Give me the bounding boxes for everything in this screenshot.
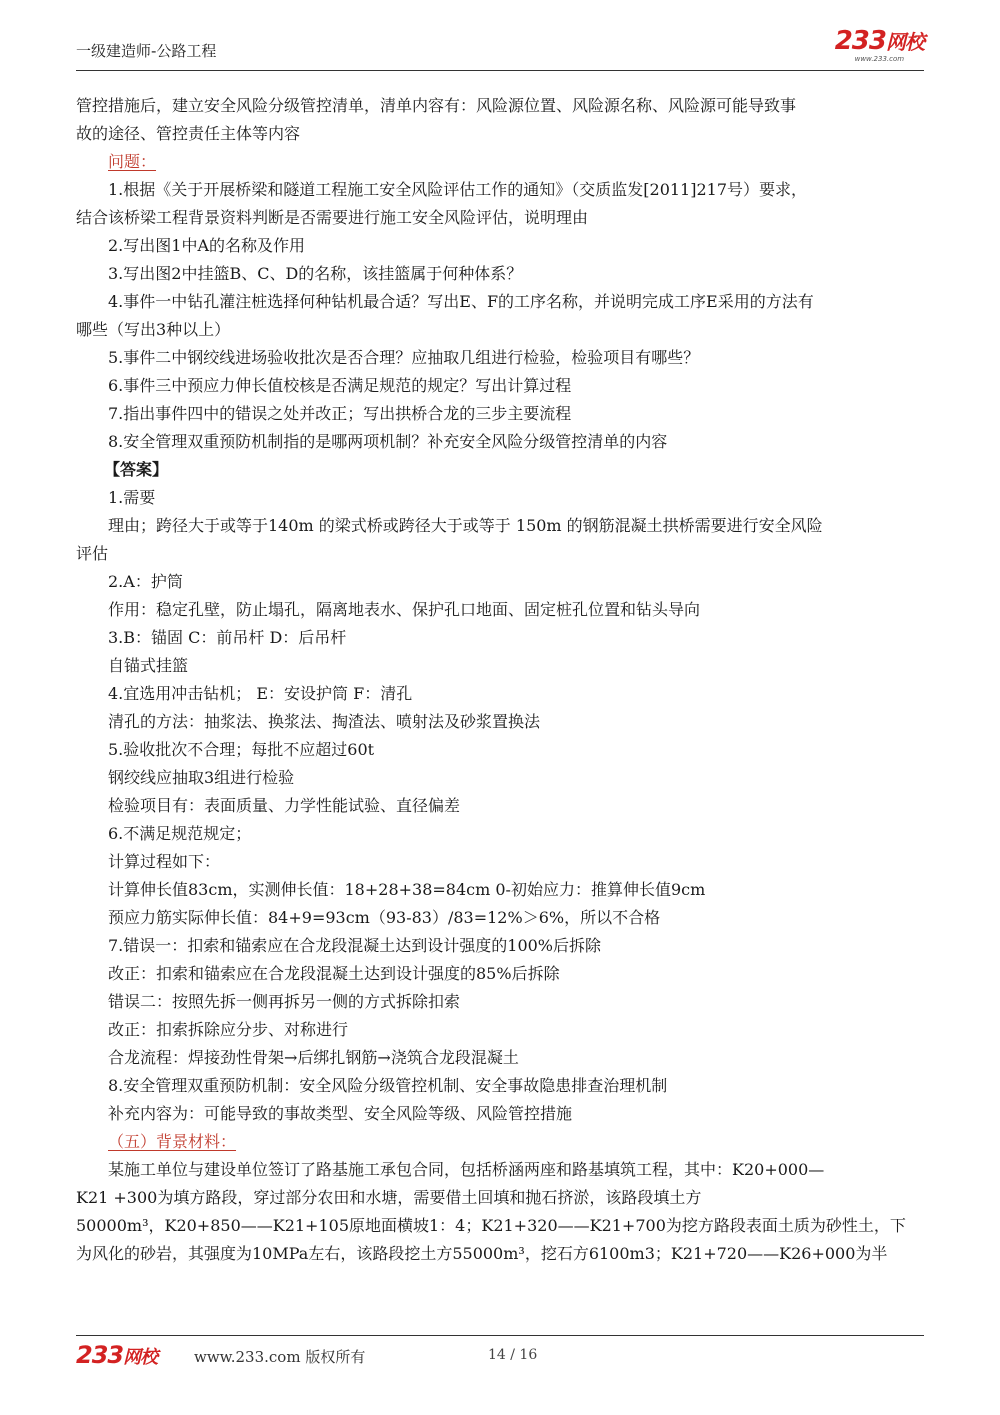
text-line: 管控措施后，建立安全风险分级管控清单，清单内容有：风险源位置、风险源名称、风险源可能导致事 bbox=[76, 96, 797, 115]
text-line: 8.安全管理双重预防机制指的是哪两项机制？补充安全风险分级管控清单的内容 bbox=[108, 432, 668, 451]
logo-number: 233 bbox=[834, 26, 886, 56]
text-line: 7.错误一：扣索和锚索应在合龙段混凝土达到设计强度的100%后拆除 bbox=[108, 936, 602, 955]
page-header bbox=[76, 26, 924, 70]
text-line: K21 +300为填方路段，穿过部分农田和水塘，需要借土回填和抛石挤淤，该路段填土方 bbox=[76, 1188, 702, 1207]
text-line: 结合该桥梁工程背景资料判断是否需要进行施工安全风险评估，说明理由 bbox=[76, 208, 589, 227]
header-title: 一级建造师-公路工程 bbox=[76, 42, 217, 60]
text-line: 合龙流程：焊接劲性骨架→后绑扎钢筋→浇筑合龙段混凝土 bbox=[108, 1048, 519, 1067]
footer-logo-text: 网校 bbox=[123, 1347, 158, 1368]
text-line: 为风化的砂岩，其强度为10MPa左右，该路段挖土方55000m³，挖石方6100m3；K21+720——K26+000为半 bbox=[76, 1244, 888, 1263]
text-line: 哪些（写出3种以上） bbox=[76, 320, 231, 339]
text-line: 检验项目有：表面质量、力学性能试验、直径偏差 bbox=[108, 796, 461, 815]
text-line: 计算过程如下： bbox=[108, 852, 221, 871]
text-line: 6.不满足规范规定； bbox=[108, 824, 252, 843]
text-line: 7.指出事件四中的错误之处并改正；写出拱桥合龙的三步主要流程 bbox=[108, 404, 572, 423]
text-line: 【答案】 bbox=[104, 460, 169, 479]
section-heading: 问题： bbox=[108, 152, 157, 171]
text-line: 作用：稳定孔壁，防止塌孔，隔离地表水、保护孔口地面、固定桩孔位置和钻头导向 bbox=[108, 600, 701, 619]
text-line: 错误二：按照先拆一侧再拆另一侧的方式拆除扣索 bbox=[108, 992, 461, 1011]
footer-copyright: www.233.com 版权所有 bbox=[194, 1348, 366, 1366]
text-line: 5.验收批次不合理；每批不应超过60t bbox=[108, 740, 375, 759]
header-divider bbox=[76, 70, 924, 71]
text-line: 5.事件二中钢绞线进场验收批次是否合理？应抽取几组进行检验，检验项目有哪些？ bbox=[108, 348, 700, 367]
footer-divider bbox=[76, 1335, 924, 1336]
text-line: 某施工单位与建设单位签订了路基施工承包合同，包括桥涵两座和路基填筑工程，其中：K20+000— bbox=[108, 1160, 825, 1179]
footer-logo bbox=[76, 1342, 157, 1371]
logo-url: www.233.com bbox=[854, 55, 905, 63]
text-line: 故的途径、管控责任主体等内容 bbox=[76, 124, 301, 143]
text-line: 4.事件一中钻孔灌注桩选择何种钻机最合适？写出E、F的工序名称，并说明完成工序E采用的方法有 bbox=[108, 292, 814, 311]
text-line bbox=[76, 1128, 924, 1156]
text-line: 改正：扣索和锚索应在合龙段混凝土达到设计强度的85%后拆除 bbox=[108, 964, 560, 983]
text-line: 4.宜选用冲击钻机； E：安设护筒 F：清孔 bbox=[108, 684, 413, 703]
brand-logo bbox=[835, 28, 924, 64]
text-line: 50000m³，K20+850——K21+105原地面横坡1：4；K21+320——K21+700为挖方路段表面土质为砂性土，下 bbox=[76, 1216, 906, 1235]
text-line: 3.写出图2中挂篮B、C、D的名称，该挂篮属于何种体系？ bbox=[108, 264, 523, 283]
text-line: 计算伸长值83cm，实测伸长值：18+28+38=84cm 0-初始应力：推算伸长值9cm bbox=[108, 880, 706, 899]
text-line: 3.B：锚固 C：前吊杆 D：后吊杆 bbox=[108, 628, 347, 647]
page-number: 14 / 16 bbox=[488, 1347, 538, 1363]
text-line: 评估 bbox=[76, 544, 109, 563]
text-line: 2.写出图1中A的名称及作用 bbox=[108, 236, 306, 255]
text-line bbox=[76, 148, 924, 176]
text-line: 6.事件三中预应力伸长值校核是否满足规范的规定？写出计算过程 bbox=[108, 376, 572, 395]
text-line: 1.根据《关于开展桥梁和隧道工程施工安全风险评估工作的通知》（交质监发[2011]217号）要求， bbox=[108, 180, 808, 199]
logo-text: 网校 bbox=[886, 30, 924, 54]
text-line: 2.A：护筒 bbox=[108, 572, 183, 591]
document-body bbox=[76, 92, 924, 1268]
page-footer bbox=[76, 1342, 924, 1372]
footer-logo-number: 233 bbox=[76, 1341, 124, 1369]
text-line: 1.需要 bbox=[108, 488, 156, 507]
text-line: 改正：扣索拆除应分步、对称进行 bbox=[108, 1020, 349, 1039]
text-line: 预应力筋实际伸长值：84+9=93cm（93-83）/83=12%＞6%，所以不合格 bbox=[108, 908, 661, 927]
text-line: 自锚式挂篮 bbox=[108, 656, 189, 675]
text-line: 补充内容为：可能导致的事故类型、安全风险等级、风险管控措施 bbox=[108, 1104, 573, 1123]
section-heading: （五）背景材料： bbox=[108, 1132, 237, 1151]
text-line: 钢绞线应抽取3组进行检验 bbox=[108, 768, 295, 787]
text-line: 理由；跨径大于或等于140m 的梁式桥或跨径大于或等于 150m 的钢筋混凝土拱桥需要进行安全风险 bbox=[108, 516, 823, 535]
text-line: 8.安全管理双重预防机制：安全风险分级管控机制、安全事故隐患排查治理机制 bbox=[108, 1076, 668, 1095]
text-line: 清孔的方法：抽浆法、换浆法、掏渣法、喷射法及砂浆置换法 bbox=[108, 712, 541, 731]
